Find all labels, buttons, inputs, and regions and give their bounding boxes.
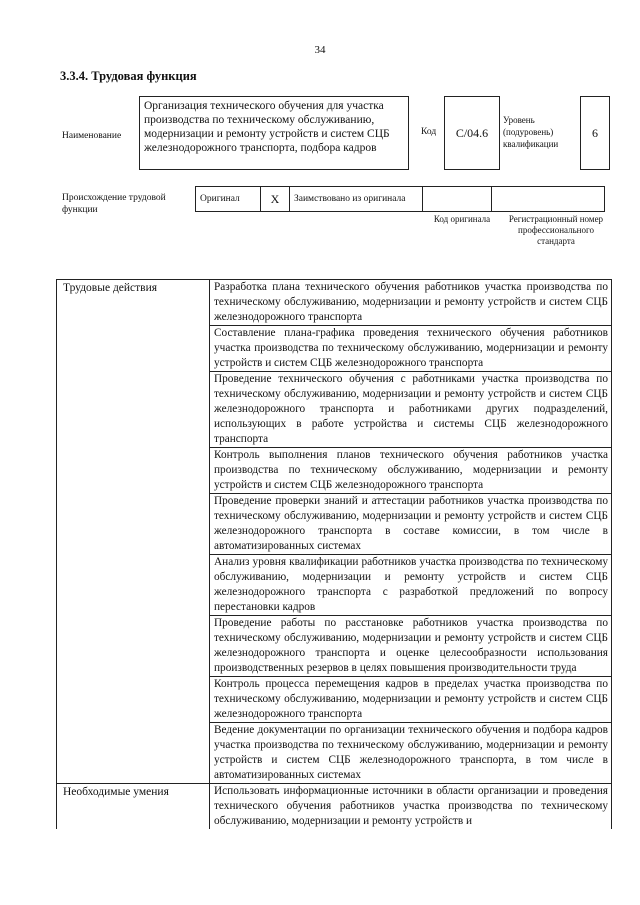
labor-action-item: Ведение документации по организации технического обучения и подбора кадров участка производства по техническому обслуживанию, модернизации и ремонту устройств и систем СЦБ железнодорожного транспорта, в том числе в автоматизированных системах — [210, 723, 612, 784]
function-name-box — [139, 96, 409, 170]
borrowed-label: Заимствовано из оригинала — [290, 187, 423, 212]
labor-action-item: Контроль выполнения планов технического обучения работников участка производства по техническому обслуживанию, модернизации и ремонту устройств и систем СЦБ железнодорожного транспорта — [210, 448, 612, 494]
name-label: Наименование — [62, 131, 122, 141]
function-name-value: Организация технического обучения для участка производства по техническому обслуживанию, модернизации и ремонту устройств и систем СЦБ железнодорожного транспорта, подбора кадров — [144, 100, 390, 154]
labor-action-item: Проведение проверки знаний и аттестации работников участка производства по техническому обслуживанию, модернизации и ремонту устройств и систем СЦБ железнодорожного транспорта в составе комиссии, в том числе в автоматизированных системах — [210, 494, 612, 555]
original-label: Оригинал — [196, 187, 261, 212]
labor-action-item: Проведение технического обучения с работниками участка производства по техническому обслуживанию, модернизации и ремонту устройств и систем СЦБ железнодорожного транспорта и работниками других подразделений, использующих в работе устройства и системы СЦБ железнодорожного транспорта — [210, 372, 612, 448]
labor-action-item: Составление плана-графика проведения технического обучения работников участка производства по техническому обслуживанию, модернизации и ремонту устройств и систем СЦБ железнодорожного транспорта — [210, 326, 612, 372]
code-original-cell — [423, 187, 492, 212]
skills-label: Необходимые умения — [57, 784, 210, 830]
skill-item: Использовать информационные источники в области организации и проведения технического обучения работников участка производства по техническому обслуживанию, модернизации и ремонту устройств и — [210, 784, 612, 830]
labor-action-item: Контроль процесса перемещения кадров в пределах участка производства по техническому обслуживанию, модернизации и ремонту устройств и систем СЦБ железнодорожного транспорта — [210, 677, 612, 723]
labor-action-item: Разработка плана технического обучения работников участка производства по техническому обслуживанию, модернизации и ремонту устройств и систем СЦБ железнодорожного транспорта — [210, 280, 612, 326]
labor-action-item: Проведение работы по расстановке работников участка производства по техническому обслуживанию, модернизации и ремонту устройств и систем СЦБ железнодорожного транспорта и оценке целесообразности использования производственных резервов в целях повышения производительности труда — [210, 616, 612, 677]
original-mark: X — [261, 187, 290, 212]
origin-label: Происхождение трудовой функции — [62, 193, 166, 215]
labor-action-item: Анализ уровня квалификации работников участка производства по техническому обслуживанию, модернизации и ремонту устройств и систем СЦБ железнодорожного транспорта с разработкой предложений по вопросу перестановки кадров — [210, 555, 612, 616]
code-value: С/04.6 — [444, 96, 500, 170]
qualification-level-label: Уровень (подуровень) квалификации — [503, 115, 559, 149]
page-number: 34 — [314, 44, 326, 56]
registration-number-caption: Регистрационный номер профессионального стандарта — [508, 214, 604, 246]
code-label: Код — [421, 127, 437, 137]
section-heading: 3.3.4. Трудовая функция — [60, 69, 197, 83]
labor-function-table — [56, 279, 612, 829]
labor-actions-label: Трудовые действия — [57, 280, 210, 784]
origin-table — [195, 186, 605, 212]
code-original-caption: Код оригинала — [433, 214, 491, 224]
registration-number-cell — [492, 187, 605, 212]
qualification-level-value: 6 — [580, 96, 610, 170]
